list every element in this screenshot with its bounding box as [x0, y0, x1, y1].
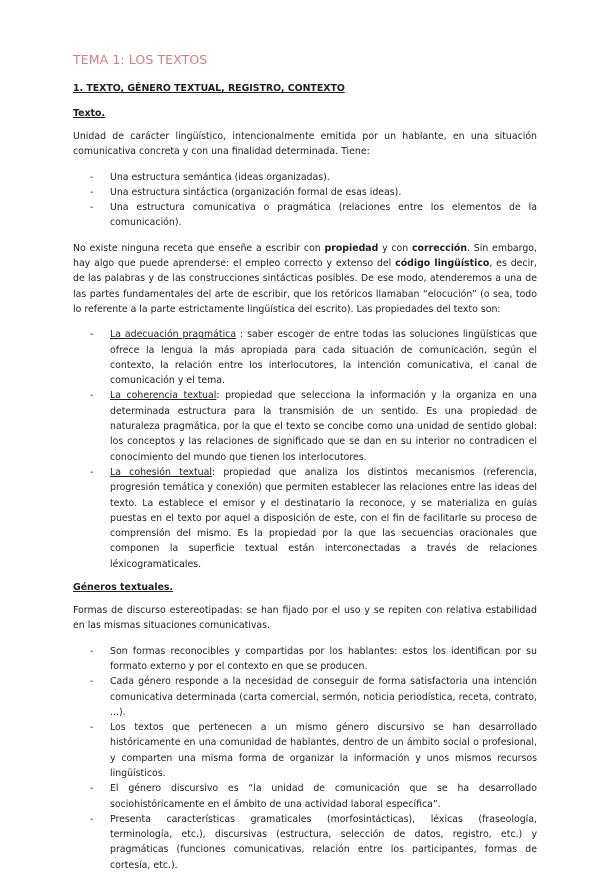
subheading-texto: Texto. — [73, 108, 106, 119]
document-page — [73, 52, 537, 883]
list-item: - Una estructura comunicativa o pragmática (relaciones entre los elementos de la comunicación). — [90, 202, 537, 229]
texto-intro-paragraph: Unidad de carácter lingüístico, intencionalmente emitida por un hablante, en una situación comunicativa concreta y con una finalidad determinada. Tiene: — [73, 131, 537, 158]
term: La coherencia textual — [110, 390, 217, 402]
texto-bullet-list — [73, 170, 537, 231]
list-item: - Una estructura semántica (ideas organizadas). — [73, 170, 537, 185]
list-item: - Presenta características gramaticales (morfosintácticas), léxicas (fraseología, terminología, etc.), discursivas (estructura, selección de datos, registro, etc.) y pragmáticas (funciones comunicativas, relación entre los participantes, formas de cortesía, etc.). — [90, 813, 537, 871]
list-item: - Cada género responde a la necesidad de conseguir de forma satisfactoria una intención comunicativa determinada (carta comercial, sermón, noticia periodística, receta, contrato, ...). — [90, 676, 537, 718]
generos-intro-paragraph: Formas de discurso estereotipadas: se han fijado por el uso y se repiten con relativa estabilidad en las mismas situaciones comunicativas. — [73, 605, 537, 632]
document-title: TEMA 1: LOS TEXTOS — [73, 52, 208, 67]
term: La adecuación pragmática — [110, 329, 237, 341]
subheading-generos: Géneros textuales. — [73, 582, 174, 594]
dash-marker: - — [90, 186, 94, 198]
section-heading: 1. TEXTO, GÉNERO TEXTUAL, REGISTRO, CONTEXTO — [73, 83, 345, 94]
list-item: - El género discursivo es “la unidad de comunicación que se ha desarrollado sociohistóricamente en el ámbito de una actividad laboral específica”. — [90, 783, 537, 810]
list-item: - Una estructura sintáctica (organización formal de esas ideas). — [73, 185, 537, 200]
list-item-cohesion: - La cohesión textual: propiedad que analiza los distintos mecanismos (referencia, progresión temática y conexión) que permiten establecer las relaciones entre las ideas del texto. La establece el emisor y el destinatario la reconoce, y se materializa en guías puestas en el texto por aquel a disposición de este, con el fin de facilitarle su proceso de comprensión del mismo. Es la propiedad por la que las secuencias oracionales que componen la superficie textual están interconectadas a través de relaciones léxicogramaticales. — [90, 466, 537, 570]
dash-marker: - — [90, 202, 94, 214]
term: La cohesión textual — [110, 466, 212, 478]
list-item-coherencia: - La coherencia textual: propiedad que selecciona la información y la organiza en una determinada estructura para la transmisión de un sentido. Es una propiedad de naturaleza pragmática, por la que el texto se concibe como una unidad de sentido global: los conceptos y las relaciones de significado que se dan en su interior no contradicen el conocimiento del mundo que tienen los interlocutores. — [90, 390, 537, 463]
list-item: - Son formas reconocibles y compartidas por los hablantes: estos los identifican por su formato externo y por el contexto en que se producen. — [90, 645, 537, 672]
list-item: - Los textos que pertenecen a un mismo género discursivo se han desarrollado históricamente en una comunidad de hablantes, dentro de un ámbito social o profesional, y comparten una misma forma de organizar la información y unos mismos recursos lingüísticos. — [90, 722, 537, 779]
generos-bullet-list — [73, 644, 537, 873]
propiedades-list — [73, 327, 537, 572]
list-item-adecuacion: - La adecuación pragmática : saber escoger de entre todas las soluciones lingüísticas que ofrece la lengua la más apropiada para cada situación de comunicación, según el contexto, la relación entre los interlocutores, la intención comunicativa, el canal de comunicación y el tema. — [90, 329, 537, 387]
propiedades-paragraph: No existe ninguna receta que enseñe a escribir con propiedad y con corrección. Sin embargo, hay algo que puede aprenderse: el empleo correcto y extenso del código lingüístico, es decir, de las palabras y de las construcciones sintácticas posibles. De ese modo, atenderemos a una de las partes fundamentales del arte de escribir, que los retóricos llamaban “elocución” (o sea, todo lo referente a la parte estrictamente lingüística del escrito). Las propiedades del texto son: — [73, 242, 538, 315]
dash-marker: - — [90, 171, 94, 183]
